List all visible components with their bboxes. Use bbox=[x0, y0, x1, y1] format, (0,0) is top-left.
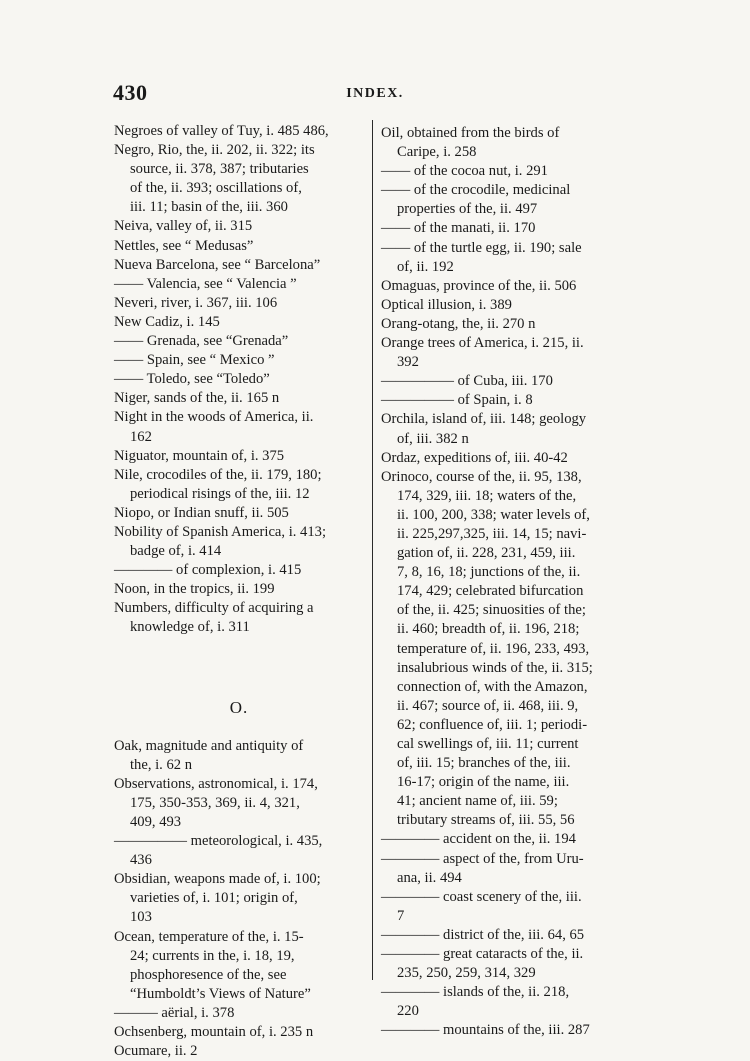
index-entry bbox=[114, 737, 364, 775]
entry-continuation: 16-17; origin of the name, iii. bbox=[397, 774, 570, 791]
entry-continuation: 7, 8, 16, 18; junctions of the, ii. bbox=[397, 564, 581, 581]
index-entry bbox=[381, 410, 633, 448]
entry-continuation: of the, ii. 425; sinuosities of the; bbox=[397, 602, 586, 619]
index-entry bbox=[114, 141, 364, 217]
entry-line: ————— meteorological, i. 435, bbox=[114, 833, 323, 850]
entry-continuation: temperature of, ii. 196, 233, 493, bbox=[397, 640, 590, 657]
entry-continuation: phosphoresence of the, see bbox=[130, 966, 287, 983]
entry-continuation: of, ii. 192 bbox=[397, 258, 454, 275]
index-entry bbox=[381, 334, 633, 372]
entry-line: Neiva, valley of, ii. 315 bbox=[114, 218, 253, 235]
right-column bbox=[381, 124, 633, 1041]
index-entry bbox=[381, 372, 633, 391]
entry-line: Nobility of Spanish America, i. 413; bbox=[114, 523, 326, 540]
index-entry bbox=[114, 928, 364, 1004]
entry-continuation: the, i. 62 n bbox=[130, 756, 193, 773]
entry-continuation: properties of the, ii. 497 bbox=[397, 201, 538, 218]
index-entry bbox=[114, 870, 364, 927]
index-entry bbox=[381, 888, 633, 926]
index-entry bbox=[114, 504, 364, 523]
index-entry bbox=[114, 1023, 364, 1042]
entry-continuation: 24; currents in the, i. 18, 19, bbox=[130, 947, 295, 964]
entry-continuation: badge of, i. 414 bbox=[130, 543, 222, 560]
entry-continuation: source, ii. 378, 387; tributaries bbox=[130, 161, 309, 178]
entry-line: Negro, Rio, the, ii. 202, ii. 322; its bbox=[114, 142, 315, 159]
entry-line: ————— of Cuba, iii. 170 bbox=[381, 373, 553, 390]
entries-right bbox=[381, 124, 633, 1041]
entry-continuation: periodical risings of the, iii. 12 bbox=[130, 485, 310, 502]
index-entry bbox=[114, 561, 364, 580]
entry-continuation: 7 bbox=[397, 907, 405, 924]
entry-continuation: 409, 493 bbox=[130, 814, 182, 830]
entry-continuation: ii. 225,297,325, iii. 14, 15; navi- bbox=[397, 525, 587, 542]
index-entry bbox=[114, 351, 364, 370]
entry-line: Niopo, or Indian snuff, ii. 505 bbox=[114, 504, 289, 521]
entry-continuation: of, iii. 15; branches of the, iii. bbox=[397, 755, 571, 772]
entry-line: Optical illusion, i. 389 bbox=[381, 296, 512, 313]
index-entry bbox=[381, 391, 633, 410]
entry-line: ———— islands of the, ii. 218, bbox=[381, 984, 570, 1001]
index-entry bbox=[114, 447, 364, 466]
index-entry bbox=[114, 217, 364, 236]
entry-continuation: ii. 467; source of, ii. 468, iii. 9, bbox=[397, 697, 579, 714]
index-entry bbox=[381, 277, 633, 296]
entry-continuation: 103 bbox=[130, 909, 152, 926]
index-entry bbox=[114, 466, 364, 504]
index-entry bbox=[381, 162, 633, 181]
section-letter-o: O. bbox=[229, 697, 249, 717]
entry-continuation: of the, ii. 393; oscillations of, bbox=[130, 180, 302, 197]
entry-continuation: Caripe, i. 258 bbox=[397, 144, 477, 161]
entry-continuation: cal swellings of, iii. 11; current bbox=[397, 736, 579, 752]
index-entry bbox=[114, 832, 364, 870]
entry-line: ———— mountains of the, iii. 287 bbox=[381, 1022, 590, 1039]
entry-line: Night in the woods of America, ii. bbox=[114, 409, 314, 426]
index-entry bbox=[381, 124, 633, 162]
entry-line: ———— aspect of the, from Uru- bbox=[381, 850, 584, 867]
entry-continuation: tributary streams of, iii. 55, 56 bbox=[397, 812, 575, 829]
entry-line: Niger, sands of the, ii. 165 n bbox=[114, 390, 280, 407]
index-entry bbox=[381, 449, 633, 468]
entry-line: Ordaz, expeditions of, iii. 40-42 bbox=[381, 449, 568, 466]
entry-line: —— of the manati, ii. 170 bbox=[381, 220, 536, 237]
entry-continuation: connection of, with the Amazon, bbox=[397, 678, 588, 695]
entry-line: —— Spain, see “ Mexico ” bbox=[114, 352, 275, 369]
page-number: 430 bbox=[113, 80, 148, 105]
index-entry bbox=[114, 275, 364, 294]
entry-continuation: of, iii. 382 n bbox=[397, 430, 469, 447]
entry-line: Orchila, island of, iii. 148; geology bbox=[381, 411, 587, 428]
index-entry bbox=[114, 370, 364, 389]
index-entry bbox=[114, 1004, 364, 1023]
entry-line: ———— district of the, iii. 64, 65 bbox=[381, 926, 585, 943]
entries-n bbox=[114, 122, 364, 638]
entry-continuation: 41; ancient name of, iii. 59; bbox=[397, 793, 558, 810]
entry-continuation: 174, 329, iii. 18; waters of the, bbox=[397, 487, 577, 504]
entry-line: —— of the crocodile, medicinal bbox=[381, 182, 571, 199]
index-entry bbox=[381, 315, 633, 334]
entry-line: Ochsenberg, mountain of, i. 235 n bbox=[114, 1024, 314, 1041]
entries-o bbox=[114, 737, 364, 1061]
entry-line: Nile, crocodiles of the, ii. 179, 180; bbox=[114, 466, 322, 483]
index-entry bbox=[114, 294, 364, 313]
entry-continuation: 174, 429; celebrated bifurcation bbox=[397, 583, 584, 600]
entry-line: Noon, in the tropics, ii. 199 bbox=[114, 581, 275, 598]
entry-continuation: 220 bbox=[397, 1003, 419, 1020]
index-entry bbox=[114, 122, 364, 141]
index-entry bbox=[381, 926, 633, 945]
entry-continuation: ii. 100, 200, 338; water levels of, bbox=[397, 506, 590, 523]
entry-line: Ocean, temperature of the, i. 15- bbox=[114, 928, 304, 945]
entry-line: New Cadiz, i. 145 bbox=[114, 313, 220, 330]
entry-line: Orange trees of America, i. 215, ii. bbox=[381, 335, 584, 352]
left-column bbox=[114, 122, 364, 1061]
entry-line: Nueva Barcelona, see “ Barcelona” bbox=[114, 256, 321, 273]
entry-line: —— Grenada, see “Grenada” bbox=[114, 333, 289, 350]
entry-line: —— Valencia, see “ Valencia ” bbox=[114, 275, 297, 292]
entry-continuation: iii. 11; basin of the, iii. 360 bbox=[130, 199, 288, 216]
index-entry bbox=[381, 296, 633, 315]
entry-line: Orang-otang, the, ii. 270 n bbox=[381, 315, 536, 332]
index-entry bbox=[114, 332, 364, 351]
entry-line: —— of the cocoa nut, i. 291 bbox=[381, 163, 548, 180]
entry-continuation: 235, 250, 259, 314, 329 bbox=[397, 965, 536, 982]
running-head: INDEX. bbox=[346, 86, 404, 101]
index-entry bbox=[114, 237, 364, 256]
index-entry bbox=[381, 850, 633, 888]
index-entry bbox=[114, 775, 364, 832]
entry-line: Oil, obtained from the birds of bbox=[381, 125, 560, 141]
index-entry bbox=[114, 313, 364, 332]
entry-line: Numbers, difficulty of acquiring a bbox=[114, 600, 314, 617]
index-entry bbox=[381, 830, 633, 849]
index-entry bbox=[114, 408, 364, 446]
entry-line: Neveri, river, i. 367, iii. 106 bbox=[114, 294, 278, 311]
entry-continuation: knowledge of, i. 311 bbox=[130, 619, 250, 636]
entry-line: Orinoco, course of the, ii. 95, 138, bbox=[381, 468, 582, 485]
entry-line: ———— of complexion, i. 415 bbox=[114, 562, 302, 579]
index-entry bbox=[381, 1021, 633, 1040]
index-entry bbox=[381, 219, 633, 238]
entry-line: ————— of Spain, i. 8 bbox=[381, 392, 533, 409]
entry-line: Obsidian, weapons made of, i. 100; bbox=[114, 871, 321, 888]
entry-continuation: varieties of, i. 101; origin of, bbox=[130, 890, 298, 907]
entry-continuation: 436 bbox=[130, 852, 152, 869]
entry-line: ———— coast scenery of the, iii. bbox=[381, 888, 582, 905]
index-entry bbox=[114, 523, 364, 561]
entry-line: Niguator, mountain of, i. 375 bbox=[114, 447, 285, 464]
entry-continuation: 62; confluence of, iii. 1; periodi- bbox=[397, 716, 588, 733]
entry-continuation: 175, 350-353, 369, ii. 4, 321, bbox=[130, 794, 300, 811]
entry-line: Observations, astronomical, i. 174, bbox=[114, 775, 318, 792]
index-entry bbox=[381, 239, 633, 277]
entry-continuation: gation of, ii. 228, 231, 459, iii. bbox=[397, 545, 576, 562]
index-entry bbox=[114, 389, 364, 408]
entry-line: —— of the turtle egg, ii. 190; sale bbox=[381, 239, 582, 256]
entry-line: ———— great cataracts of the, ii. bbox=[381, 946, 584, 963]
entry-line: ———— accident on the, ii. 194 bbox=[381, 831, 576, 848]
index-entry bbox=[114, 580, 364, 599]
entry-line: Oak, magnitude and antiquity of bbox=[114, 737, 304, 754]
index-entry bbox=[381, 181, 633, 219]
entry-continuation: 392 bbox=[397, 354, 419, 371]
entry-line: ——— aërial, i. 378 bbox=[114, 1004, 235, 1021]
index-entry bbox=[114, 256, 364, 275]
column-divider bbox=[372, 120, 373, 980]
entry-continuation: ana, ii. 494 bbox=[397, 869, 462, 886]
index-entry bbox=[381, 945, 633, 983]
entry-line: Negroes of valley of Tuy, i. 485 486, bbox=[114, 123, 329, 139]
entry-line: Ocumare, ii. 2 bbox=[114, 1043, 198, 1060]
index-entry bbox=[114, 1042, 364, 1061]
entry-line: Omaguas, province of the, ii. 506 bbox=[381, 277, 577, 294]
entry-line: —— Toledo, see “Toledo” bbox=[114, 371, 270, 388]
entry-continuation: “Humboldt’s Views of Nature” bbox=[130, 985, 311, 1002]
entry-continuation: ii. 460; breadth of, ii. 196, 218; bbox=[397, 621, 580, 638]
index-entry bbox=[381, 983, 633, 1021]
entry-continuation: 162 bbox=[130, 428, 152, 445]
index-entry bbox=[114, 599, 364, 637]
entry-continuation: insalubrious winds of the, ii. 315; bbox=[397, 659, 593, 676]
entry-line: Nettles, see “ Medusas” bbox=[114, 237, 254, 254]
index-entry bbox=[381, 468, 633, 831]
